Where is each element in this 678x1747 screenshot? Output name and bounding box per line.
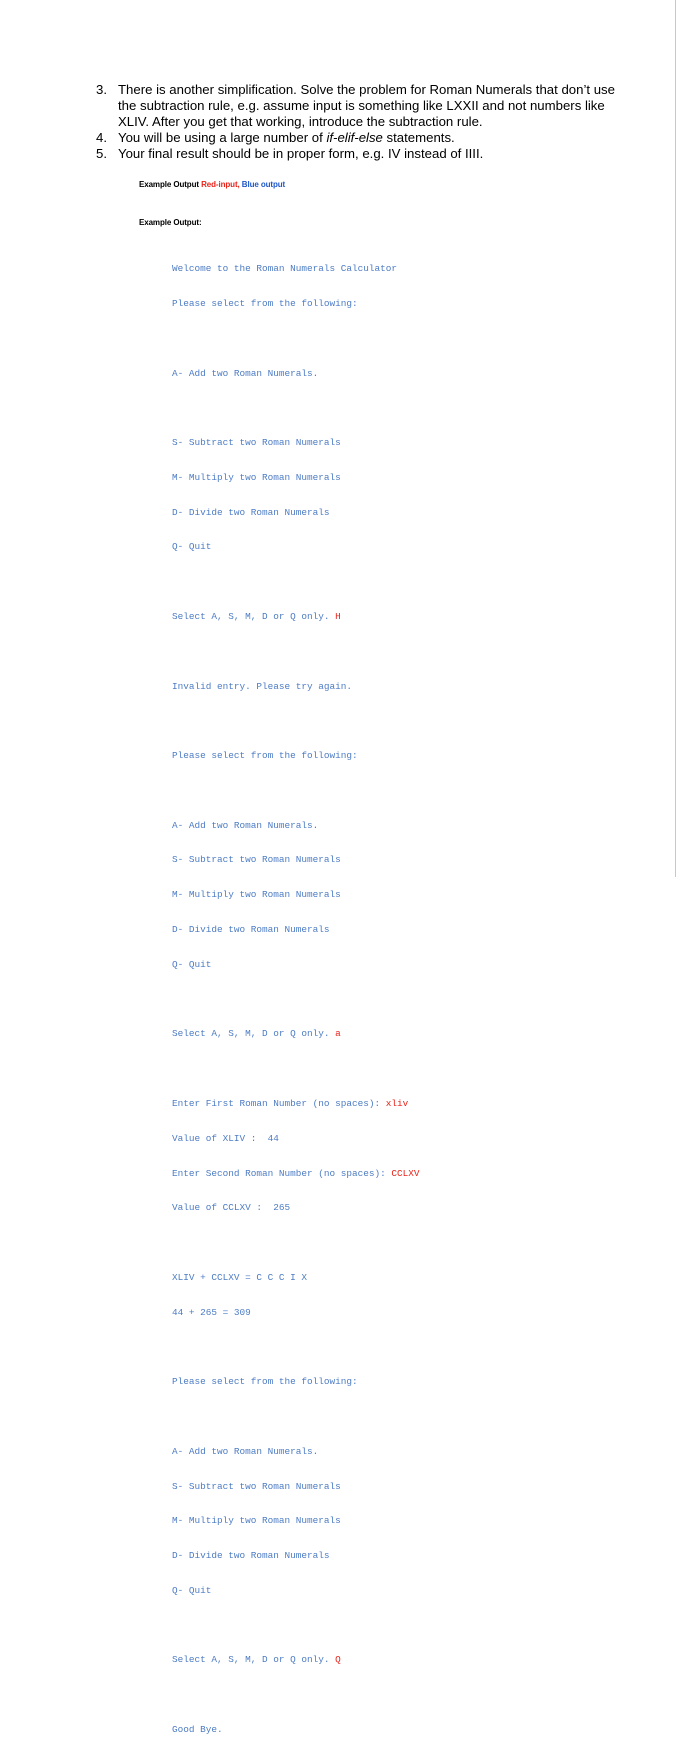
console-line: Good Bye.: [172, 1724, 223, 1735]
console-line: M- Multiply two Roman Numerals: [172, 889, 341, 901]
console-line: S- Subtract two Roman Numerals: [172, 854, 341, 866]
console-line: D- Divide two Roman Numerals: [172, 924, 330, 936]
page-edge-line: [675, 0, 676, 877]
console-line: XLIV + CCLXV = C C C I X: [172, 1271, 308, 1283]
user-input: Q: [335, 1654, 341, 1666]
user-input: CCLXV: [391, 1167, 420, 1179]
instruction-item-5: [96, 146, 636, 162]
console-line: A- Add two Roman Numerals.: [172, 819, 319, 831]
instruction-item-4: [96, 130, 636, 146]
console-line: Invalid entry. Please try again.: [172, 680, 353, 692]
console-line: Welcome to the Roman Numerals Calculator: [172, 263, 398, 275]
instruction-text-after: statements.: [382, 130, 455, 145]
example-output-legend: [139, 180, 285, 189]
console-line: [172, 1654, 420, 1666]
instruction-text: Your final result should be in proper form, e.g. IV instead of IIII.: [118, 146, 484, 161]
console-line: Value of XLIV : 44: [172, 1132, 279, 1144]
console-line: Q- Quit: [172, 958, 212, 970]
console-line: [172, 1168, 420, 1180]
console-line: [172, 1098, 420, 1110]
instruction-item-3: [96, 82, 636, 130]
example-output-label: Example Output: [139, 180, 199, 189]
example-output-heading: Example Output:: [139, 218, 202, 227]
red-input-label: Red-input,: [201, 180, 240, 189]
instruction-number: 3.: [96, 82, 107, 97]
instruction-list: [96, 82, 636, 162]
console-line: M- Multiply two Roman Numerals: [172, 1515, 341, 1527]
user-input: xliv: [385, 1097, 409, 1109]
console-line: Please select from the following:: [172, 297, 358, 309]
console-line: S- Subtract two Roman Numerals: [172, 437, 341, 449]
instruction-text-italic: if-elif-else: [326, 130, 383, 145]
instruction-number: 4.: [96, 130, 107, 145]
console-line: Q- Quit: [172, 1584, 212, 1596]
console-line: A- Add two Roman Numerals.: [172, 1445, 319, 1457]
select-prompt: Select A, S, M, D or Q only.: [172, 1028, 336, 1040]
console-line: Please select from the following:: [172, 1376, 358, 1388]
enter-second-prompt: Enter Second Roman Number (no spaces):: [172, 1167, 392, 1179]
user-input: a: [335, 1028, 341, 1040]
instruction-text-before: You will be using a large number of: [118, 130, 327, 145]
enter-first-prompt: Enter First Roman Number (no spaces):: [172, 1097, 386, 1109]
instruction-number: 5.: [96, 146, 107, 161]
console-line: Please select from the following:: [172, 750, 358, 762]
console-line: [172, 611, 420, 623]
console-output: [172, 240, 420, 1747]
console-line: 44 + 265 = 309: [172, 1306, 251, 1318]
select-prompt: Select A, S, M, D or Q only.: [172, 1654, 336, 1666]
console-line: M- Multiply two Roman Numerals: [172, 471, 341, 483]
console-line: A- Add two Roman Numerals.: [172, 367, 319, 379]
console-line: D- Divide two Roman Numerals: [172, 1550, 330, 1562]
console-line: S- Subtract two Roman Numerals: [172, 1480, 341, 1492]
console-line: Q- Quit: [172, 541, 212, 553]
select-prompt: Select A, S, M, D or Q only.: [172, 611, 336, 622]
console-line: Value of CCLXV : 265: [172, 1202, 291, 1214]
instruction-text: There is another simplification. Solve the problem for Roman Numerals that don’t use the subtraction rule, e.g. assume input is something like LXXII and not numbers like XLIV. After you get that working, introduce the subtraction rule.: [118, 82, 615, 129]
console-line: [172, 1028, 420, 1040]
user-input: H: [335, 611, 341, 622]
blue-output-label: Blue output: [241, 180, 286, 189]
console-line: D- Divide two Roman Numerals: [172, 506, 330, 518]
